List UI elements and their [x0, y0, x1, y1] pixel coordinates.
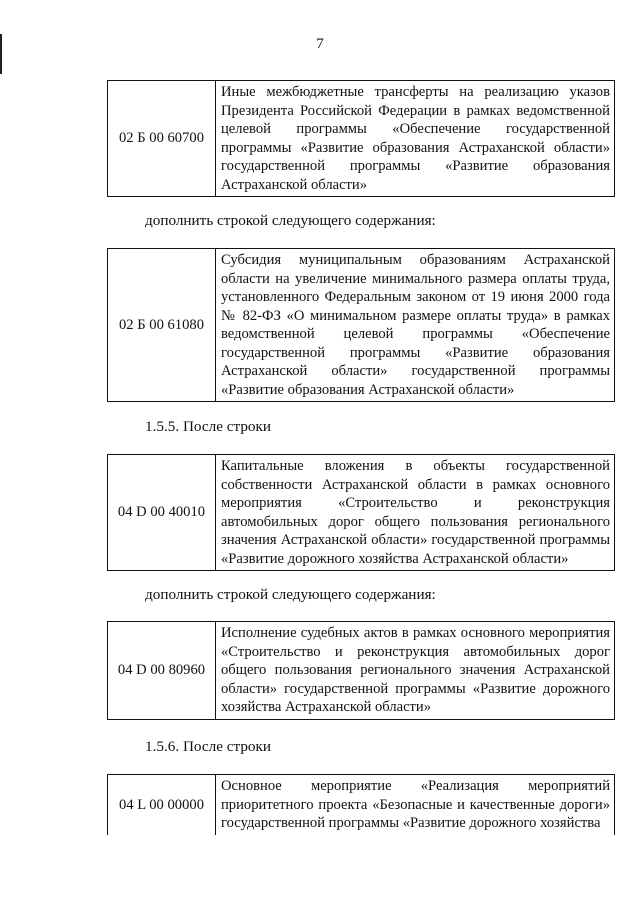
table-row [108, 775, 615, 835]
expense-description: Капитальные вложения в объекты государственной собственности Астраханской области в рамках основного мероприятия «Строительство и реконструкция автомобильных дорог общего пользования регионального значения Астраханской области» государственной программы «Развитие дорожного хозяйства Астраханской области» [216, 455, 615, 571]
section-heading-1-5-6: 1.5.6. После строки [145, 738, 272, 755]
budget-code: 04 L 00 00000 [108, 775, 216, 835]
budget-code-table-3 [107, 454, 615, 571]
budget-code: 02 Б 00 61080 [108, 249, 216, 402]
expense-description: Субсидия муниципальным образованиям Астраханской области на увеличение минимального размера оплаты труда, установленного Федеральным законом от 19 июня 2000 года № 82-ФЗ «О минимальном размере оплаты труда» в рамках ведомственной целевой программы «Обеспечение государственной программы «Развитие образования Астраханской области» государственной программы «Развитие образования Астраханской области» [216, 249, 615, 402]
section-heading-1-5-5: 1.5.5. После строки [145, 418, 272, 435]
instruction-add-row: дополнить строкой следующего содержания: [145, 586, 436, 603]
table-row [108, 622, 615, 720]
expense-description: Исполнение судебных актов в рамках основного мероприятия «Строительство и реконструкция автомобильных дорог общего пользования регионального значения Астраханской области» государственной программы «Развитие дорожного хозяйства Астраханской области» [216, 622, 615, 720]
table-row [108, 455, 615, 571]
instruction-add-row: дополнить строкой следующего содержания: [145, 212, 436, 229]
budget-code: 04 D 00 40010 [108, 455, 216, 571]
budget-code-table-2 [107, 248, 615, 402]
table-row [108, 249, 615, 402]
budget-code-table-5 [107, 774, 615, 835]
expense-description: Иные межбюджетные трансферты на реализацию указов Президента Российской Федерации в рамках ведомственной целевой программы «Обеспечение государственной программы «Развитие образования Астраханской области» государственной программы «Развитие образования Астраханской области» [216, 81, 615, 197]
budget-code-table-1 [107, 80, 615, 197]
budget-code-table-4 [107, 621, 615, 720]
table-row [108, 81, 615, 197]
expense-description: Основное мероприятие «Реализация мероприятий приоритетного проекта «Безопасные и качественные дороги» государственной программы «Развитие дорожного хозяйства [216, 775, 615, 835]
budget-code: 02 Б 00 60700 [108, 81, 216, 197]
page-number: 7 [316, 36, 324, 52]
budget-code: 04 D 00 80960 [108, 622, 216, 720]
